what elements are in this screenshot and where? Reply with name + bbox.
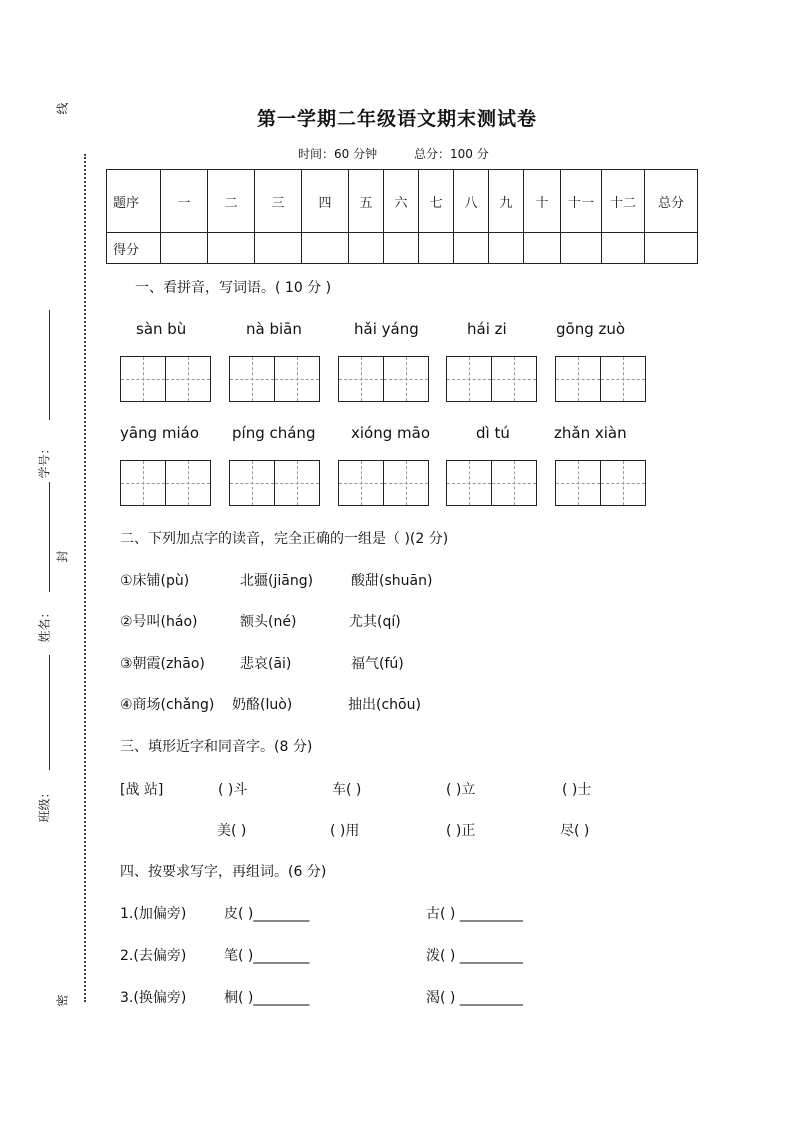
pinyin-label: gōng zuò <box>556 320 626 338</box>
tianzige-box[interactable] <box>446 356 537 402</box>
fill-blank[interactable]: 桐( )________ <box>224 990 310 1006</box>
section4-title: 四、按要求写字，再组词。(6 分) <box>120 864 327 880</box>
score-input-cell[interactable] <box>602 233 645 264</box>
section1-title: 一、看拼音，写词语。( 10 分 ) <box>135 280 332 296</box>
binding-dotted-line <box>84 154 86 1002</box>
score-input-cell[interactable] <box>561 233 602 264</box>
fill-blank[interactable]: ( )正 <box>446 823 476 839</box>
score-input-cell[interactable] <box>161 233 208 264</box>
score-cell: 三 <box>255 170 302 233</box>
class-line <box>49 655 50 770</box>
option-item: 酸甜(shuān) <box>351 573 433 589</box>
fill-blank[interactable]: ( )用 <box>330 823 360 839</box>
tianzige-box[interactable] <box>120 460 211 506</box>
score-input-cell[interactable] <box>384 233 419 264</box>
score-input-cell[interactable] <box>454 233 489 264</box>
tianzige-box[interactable] <box>446 460 537 506</box>
class-label: 班级： <box>37 786 52 823</box>
score-cell: 八 <box>454 170 489 233</box>
student-id-label: 学号： <box>37 442 52 479</box>
score-table-header-row <box>107 170 698 233</box>
score-cell: 得分 <box>107 233 161 264</box>
section3-title: 三、填形近字和同音字。(8 分) <box>120 739 313 755</box>
margin-char-mid: 封 <box>55 550 70 563</box>
instruction-label: 2.(去偏旁) <box>120 948 187 964</box>
option-item: ①床铺(pù) <box>120 573 190 589</box>
score-table <box>106 169 698 264</box>
fill-blank[interactable]: 美( ) <box>217 823 247 839</box>
fill-blank[interactable]: 车( ) <box>332 782 362 798</box>
score-cell: 十 <box>524 170 561 233</box>
score-cell: 十二 <box>602 170 645 233</box>
score-cell: 六 <box>384 170 419 233</box>
option-item: 北疆(jiāng) <box>240 573 314 589</box>
option-item: 奶酪(luò) <box>232 697 293 713</box>
tianzige-box[interactable] <box>120 356 211 402</box>
option-item: 福气(fú) <box>351 656 404 672</box>
pinyin-label: píng cháng <box>232 424 316 442</box>
score-cell: 一 <box>161 170 208 233</box>
score-cell: 二 <box>208 170 255 233</box>
pinyin-label: dì tú <box>476 424 510 442</box>
fill-blank[interactable]: ( )斗 <box>218 782 248 798</box>
option-item: ②号叫(háo) <box>120 614 198 630</box>
fill-blank[interactable]: ( )立 <box>446 782 476 798</box>
score-input-cell[interactable] <box>489 233 524 264</box>
tianzige-box[interactable] <box>555 356 646 402</box>
option-item: 额头(né) <box>240 614 297 630</box>
score-cell: 五 <box>349 170 384 233</box>
fill-blank[interactable]: 笔( )________ <box>224 948 310 964</box>
pinyin-label: zhǎn xiàn <box>554 424 627 442</box>
exam-total: 总分：100 分 <box>414 147 489 161</box>
fill-blank[interactable]: ( )士 <box>562 782 592 798</box>
instruction-label: 3.(换偏旁) <box>120 990 187 1006</box>
option-item: 尤其(qí) <box>349 614 401 630</box>
exam-time: 时间：60 分钟 <box>298 147 378 161</box>
tianzige-box[interactable] <box>229 356 320 402</box>
section2-title: 二、下列加点字的读音，完全正确的一组是（ )(2 分) <box>120 531 449 547</box>
tianzige-box[interactable] <box>338 356 429 402</box>
option-item: 抽出(chōu) <box>348 697 421 713</box>
score-cell: 十一 <box>561 170 602 233</box>
score-input-cell[interactable] <box>255 233 302 264</box>
fill-blank[interactable]: 泼( ) _________ <box>426 948 523 964</box>
tianzige-box[interactable] <box>338 460 429 506</box>
fill-blank[interactable]: 皮( )________ <box>224 906 310 922</box>
score-input-cell[interactable] <box>349 233 384 264</box>
pinyin-label: nà biān <box>246 320 302 338</box>
pinyin-label: xióng māo <box>351 424 430 442</box>
option-item: 悲哀(āi) <box>240 656 292 672</box>
pinyin-label: hǎi yáng <box>354 320 419 338</box>
score-input-cell[interactable] <box>419 233 454 264</box>
tianzige-box[interactable] <box>555 460 646 506</box>
student-id-line <box>49 310 50 420</box>
fill-blank[interactable]: 古( ) _________ <box>426 906 523 922</box>
word-pair-label: [战 站] <box>120 782 164 798</box>
pinyin-label: hái zi <box>467 320 507 338</box>
option-item: ③朝霞(zhāo) <box>120 656 205 672</box>
option-item: ④商场(chǎng) <box>120 697 215 713</box>
score-cell: 四 <box>302 170 349 233</box>
name-label: 姓名： <box>37 606 52 643</box>
score-cell: 总分 <box>645 170 698 233</box>
fill-blank[interactable]: 渴( ) _________ <box>426 990 523 1006</box>
pinyin-label: yāng miáo <box>120 424 200 442</box>
name-line <box>49 482 50 592</box>
score-input-cell[interactable] <box>302 233 349 264</box>
score-input-cell[interactable] <box>208 233 255 264</box>
score-cell: 题序 <box>107 170 161 233</box>
fill-blank[interactable]: 尽( ) <box>560 823 590 839</box>
margin-char-top: 线 <box>55 102 70 115</box>
score-table-score-row <box>107 233 698 264</box>
score-cell: 七 <box>419 170 454 233</box>
instruction-label: 1.(加偏旁) <box>120 906 187 922</box>
score-input-cell[interactable] <box>645 233 698 264</box>
margin-char-bottom: 密 <box>55 994 70 1007</box>
tianzige-box[interactable] <box>229 460 320 506</box>
score-input-cell[interactable] <box>524 233 561 264</box>
pinyin-label: sàn bù <box>136 320 187 338</box>
score-cell: 九 <box>489 170 524 233</box>
page-title: 第一学期二年级语文期末测试卷 <box>256 108 537 130</box>
